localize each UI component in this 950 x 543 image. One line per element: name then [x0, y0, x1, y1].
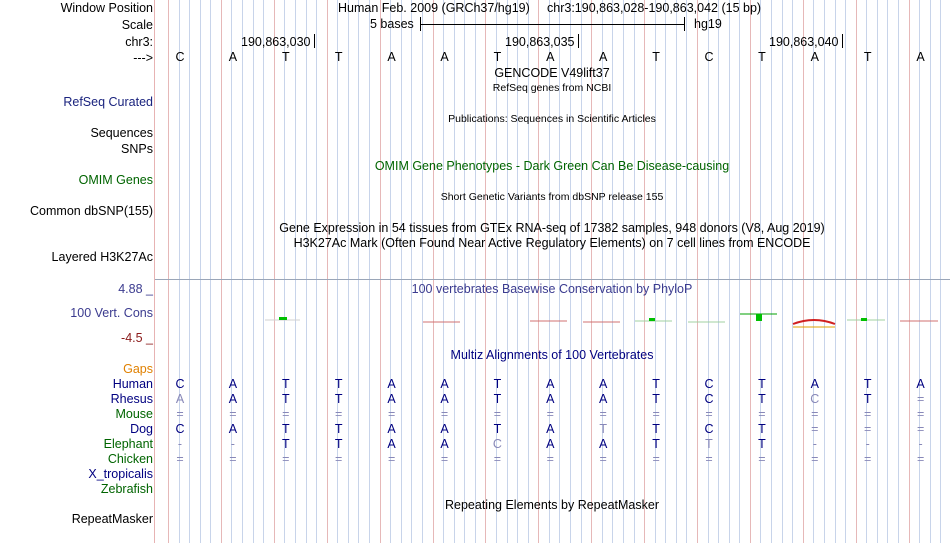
alignment-base: T: [281, 392, 290, 406]
alignment-base: =: [387, 407, 396, 421]
alignment-base: =: [916, 407, 925, 421]
base-letter: T: [493, 50, 502, 64]
alignment-base: A: [440, 437, 449, 451]
base-letter: T: [281, 50, 290, 64]
alignment-base: T: [705, 437, 713, 451]
alignment-base: A: [810, 377, 819, 391]
species-label[interactable]: Human: [112, 377, 153, 391]
alignment-base: A: [387, 422, 396, 436]
grid-line: [411, 0, 412, 543]
alignment-base: T: [863, 392, 872, 406]
phylop-signal: [155, 300, 950, 340]
alignment-base: A: [387, 437, 396, 451]
dbsnp-track-title[interactable]: Short Genetic Variants from dbSNP release 155: [440, 191, 664, 203]
species-label[interactable]: Rhesus: [110, 392, 153, 406]
grid-line: [200, 0, 201, 543]
alignment-base: =: [652, 407, 660, 421]
grid-line: [316, 0, 317, 543]
chrom-label: chr3:: [125, 35, 153, 49]
grid-line: [856, 0, 857, 543]
base-letter: A: [916, 50, 925, 64]
base-letter: A: [810, 50, 819, 64]
grid-line: [750, 0, 751, 543]
alignment-base: A: [546, 377, 555, 391]
alignment-base: =: [546, 452, 554, 466]
grid-line: [697, 0, 698, 543]
alignment-base: A: [228, 392, 238, 406]
alignment-base: =: [811, 422, 819, 436]
alignment-base: =: [705, 407, 713, 421]
alignment-base: =: [440, 452, 449, 466]
coordinate-tick: [842, 34, 843, 48]
alignment-base: =: [440, 407, 449, 421]
species-label[interactable]: Elephant: [103, 437, 153, 451]
alignment-base: =: [864, 407, 872, 421]
grid-line: [623, 0, 624, 543]
alignment-base: A: [599, 377, 608, 391]
grid-line: [782, 0, 783, 543]
grid-line: [475, 0, 476, 543]
alignment-base: A: [546, 392, 555, 406]
alignment-base: =: [546, 407, 554, 421]
alignment-base: A: [175, 392, 185, 406]
scale-bar-right-cap: [684, 17, 685, 31]
alignment-base: T: [758, 422, 766, 436]
repeatmasker-track-title[interactable]: Repeating Elements by RepeatMasker: [444, 498, 660, 512]
grid-line: [464, 0, 465, 543]
grid-line: [792, 0, 793, 543]
alignment-base: C: [175, 422, 185, 436]
alignment-base: T: [652, 422, 660, 436]
alignment-base: =: [335, 452, 343, 466]
base-letter: A: [228, 50, 238, 64]
alignment-base: A: [440, 377, 449, 391]
grid-line: [358, 0, 359, 543]
alignment-base: -: [177, 437, 183, 451]
refseq-track-title[interactable]: RefSeq genes from NCBI: [492, 82, 612, 94]
alignment-base: =: [652, 452, 660, 466]
alignment-base: =: [176, 407, 184, 421]
alignment-base: T: [758, 392, 766, 406]
alignment-base: T: [493, 422, 502, 436]
omim-track-title[interactable]: OMIM Gene Phenotypes - Dark Green Can Be Disease-causing: [374, 159, 730, 173]
grid-line: [221, 0, 222, 543]
alignment-base: =: [229, 452, 237, 466]
grid-line: [940, 0, 941, 543]
label-column-border: [154, 0, 155, 543]
alignment-base: A: [228, 377, 238, 391]
base-letter: T: [758, 50, 766, 64]
alignment-base: T: [863, 377, 872, 391]
grid-line: [327, 0, 328, 543]
alignment-base: =: [758, 407, 766, 421]
grid-line: [485, 0, 486, 543]
gtex-track-title[interactable]: Gene Expression in 54 tissues from GTEx RNA-seq of 17382 samples, 948 donors (V8, Aug 2019): [279, 221, 825, 235]
phylop-min-label: -4.5 _: [121, 331, 153, 345]
alignment-base: T: [281, 437, 290, 451]
grid-line: [845, 0, 846, 543]
track-label-refseq[interactable]: RefSeq Curated: [63, 95, 153, 109]
alignment-base: =: [599, 407, 607, 421]
track-label-h3k27ac[interactable]: Layered H3K27Ac: [51, 250, 153, 264]
grid-line: [676, 0, 677, 543]
alignment-base: =: [811, 407, 819, 421]
track-label-sequences[interactable]: Sequences: [90, 126, 153, 140]
alignment-base: -: [865, 437, 870, 451]
grid-line: [210, 0, 211, 543]
alignment-base: C: [810, 392, 820, 406]
alignment-base: T: [334, 437, 343, 451]
alignment-base: T: [652, 377, 660, 391]
base-letter: A: [387, 50, 396, 64]
grid-line: [253, 0, 254, 543]
alignment-base: A: [546, 437, 555, 451]
alignment-base: A: [916, 377, 925, 391]
alignment-base: T: [334, 422, 343, 436]
track-label-snps[interactable]: SNPs: [121, 142, 153, 156]
grid-line: [898, 0, 899, 543]
alignment-base: T: [493, 392, 502, 406]
coordinate-label: 190,863,035: [505, 35, 575, 49]
track-label-repeatmasker[interactable]: RepeatMasker: [71, 512, 153, 526]
alignment-base: =: [387, 452, 396, 466]
grid-line: [729, 0, 730, 543]
grid-line: [306, 0, 307, 543]
species-label[interactable]: Mouse: [115, 407, 153, 421]
scale-db-label: hg19: [694, 17, 722, 31]
alignment-base: A: [599, 392, 608, 406]
track-label-conservation[interactable]: 100 Vert. Cons: [70, 306, 153, 320]
assembly-label: Human Feb. 2009 (GRCh37/hg19): [338, 1, 530, 15]
strand-label: --->: [133, 51, 153, 65]
phylop-max-label: 4.88 _: [118, 282, 153, 296]
track-label-gaps[interactable]: Gaps: [123, 362, 153, 376]
grid-line: [644, 0, 645, 543]
species-label[interactable]: Dog: [130, 422, 153, 436]
alignment-base: =: [335, 407, 343, 421]
publications-track-title[interactable]: Publications: Sequences in Scientific Articles: [448, 113, 656, 125]
phylop-track-title[interactable]: 100 vertebrates Basewise Conservation by PhyloP: [411, 282, 693, 296]
alignment-base: T: [652, 437, 660, 451]
grid-line: [422, 0, 423, 543]
alignment-base: =: [493, 407, 502, 421]
alignment-base: =: [176, 452, 184, 466]
alignment-base: =: [916, 392, 925, 406]
coordinate-tick: [578, 34, 579, 48]
alignment-base: T: [493, 377, 502, 391]
alignment-base: =: [864, 422, 872, 436]
base-letter: C: [704, 50, 714, 64]
alignment-base: =: [758, 452, 766, 466]
base-letter: T: [863, 50, 872, 64]
track-label-dbsnp[interactable]: Common dbSNP(155): [30, 204, 153, 218]
alignment-base: A: [387, 392, 396, 406]
species-label[interactable]: Chicken: [107, 452, 153, 466]
alignment-base: A: [387, 377, 396, 391]
coordinate-label: 190,863,040: [769, 35, 839, 49]
base-letter: T: [334, 50, 343, 64]
grid-line: [909, 0, 910, 543]
base-letter: C: [175, 50, 185, 64]
alignment-base: =: [864, 452, 872, 466]
base-letter: A: [546, 50, 555, 64]
gencode-track-title[interactable]: GENCODE V49lift37: [494, 66, 610, 80]
alignment-base: -: [812, 437, 817, 451]
alignment-base: A: [440, 392, 449, 406]
alignment-base: =: [599, 452, 607, 466]
track-label-omim[interactable]: OMIM Genes: [78, 173, 153, 187]
alignment-base: -: [918, 437, 923, 451]
coordinate-tick: [314, 34, 315, 48]
window-position-value: chr3:190,863,028-190,863,042 (15 bp): [547, 1, 762, 15]
grid-line: [433, 0, 434, 543]
alignment-base: C: [175, 377, 185, 391]
grid-line: [835, 0, 836, 543]
alignment-base: =: [705, 452, 713, 466]
grid-line: [369, 0, 370, 543]
alignment-base: =: [229, 407, 237, 421]
alignment-base: A: [440, 422, 449, 436]
species-label[interactable]: X_tropicalis: [88, 467, 153, 481]
alignment-base: T: [758, 377, 766, 391]
alignment-base: =: [282, 407, 290, 421]
h3k27ac-track-title[interactable]: H3K27Ac Mark (Often Found Near Active Regulatory Elements) on 7 cell lines from ENCODE: [293, 236, 811, 250]
scale-label: Scale: [121, 18, 153, 32]
grid-line: [739, 0, 740, 543]
grid-line: [274, 0, 275, 543]
alignment-base: T: [758, 437, 766, 451]
species-label[interactable]: Zebrafish: [100, 482, 153, 496]
alignment-base: C: [492, 437, 502, 451]
scale-bar-left-cap: [420, 17, 421, 31]
alignment-base: =: [916, 422, 925, 436]
alignment-base: A: [228, 422, 238, 436]
alignment-base: T: [599, 422, 607, 436]
grid-line: [634, 0, 635, 543]
alignment-base: A: [599, 437, 608, 451]
alignment-base: T: [334, 392, 343, 406]
alignment-base: C: [704, 377, 714, 391]
alignment-base: -: [230, 437, 235, 451]
alignment-base: T: [334, 377, 343, 391]
multiz-track-title[interactable]: Multiz Alignments of 100 Vertebrates: [450, 348, 654, 362]
alignment-base: C: [704, 392, 714, 406]
alignment-base: T: [281, 422, 290, 436]
scale-bar-text: 5 bases: [370, 17, 414, 31]
alignment-base: =: [916, 452, 925, 466]
grid-line: [887, 0, 888, 543]
alignment-base: T: [281, 377, 290, 391]
base-letter: T: [652, 50, 660, 64]
track-group-separator: [155, 279, 950, 280]
grid-line: [168, 0, 169, 543]
alignment-base: =: [811, 452, 819, 466]
grid-line: [803, 0, 804, 543]
base-letter: A: [440, 50, 449, 64]
grid-line: [686, 0, 687, 543]
coordinate-label: 190,863,030: [241, 35, 311, 49]
alignment-base: T: [652, 392, 660, 406]
alignment-base: C: [704, 422, 714, 436]
alignment-base: =: [282, 452, 290, 466]
base-letter: A: [599, 50, 608, 64]
grid-line: [380, 0, 381, 543]
alignment-base: A: [546, 422, 555, 436]
window-position-label: Window Position: [60, 1, 153, 15]
alignment-base: =: [493, 452, 502, 466]
scale-bar: [420, 24, 684, 25]
grid-line: [263, 0, 264, 543]
